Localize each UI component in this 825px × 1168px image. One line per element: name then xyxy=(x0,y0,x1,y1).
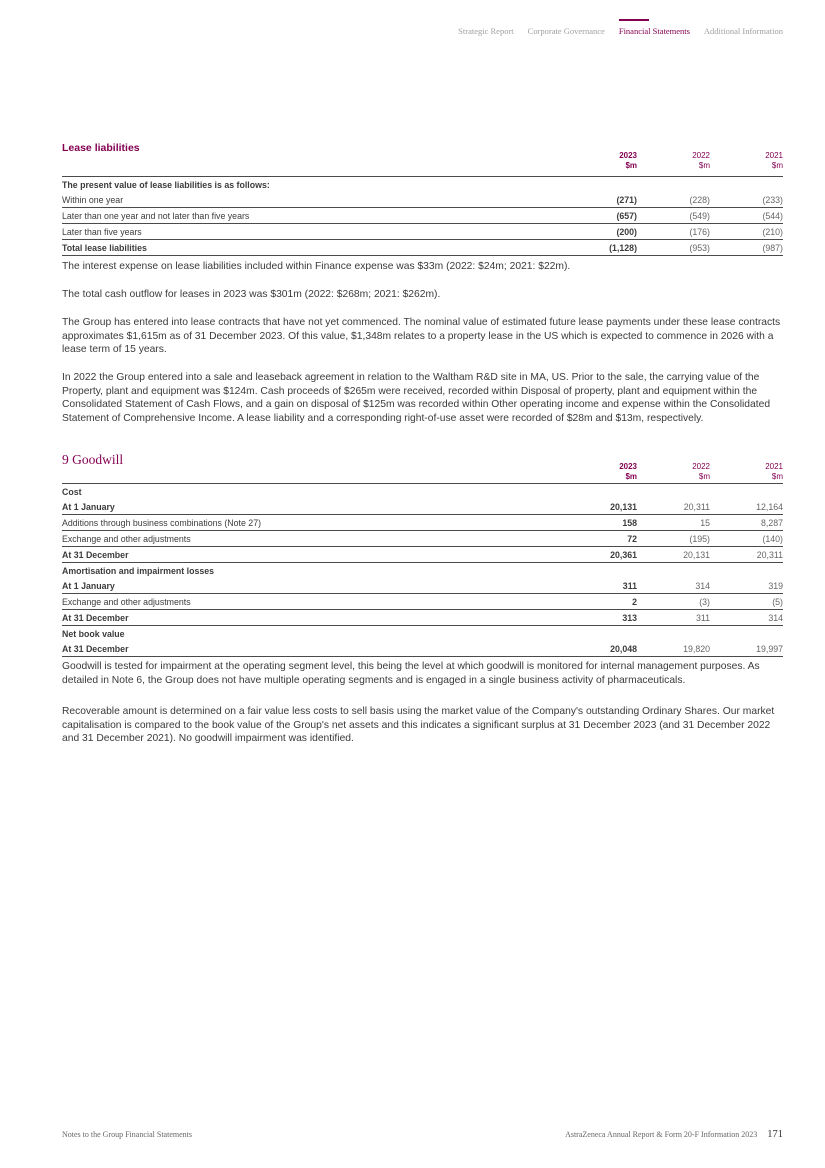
table-row xyxy=(62,484,783,499)
goodwill-paragraph-2: Recoverable amount is determined on a fair value less costs to sell basis using the market value of the Company's outstanding Ordinary Shares. Our market capitalisation is compared to the book value of the Group's net assets and this indicates a significant surplus at 31 December 2023 (and 31 December 2022 and 31 December 2021). No goodwill impairment was identified. xyxy=(62,706,775,745)
goodwill-table-header xyxy=(62,453,783,483)
row-label: At 31 December xyxy=(62,643,129,654)
lease-paragraph-2: The total cash outflow for leases in 2023 was $301m (2022: $268m; 2021: $262m). xyxy=(62,289,441,300)
goodwill-col-2021: 2021 $m xyxy=(765,462,783,481)
lease-table-header xyxy=(62,142,783,176)
row-value: (228) xyxy=(689,194,710,205)
page-number: 171 xyxy=(767,1129,783,1140)
top-navigation xyxy=(458,20,783,36)
goodwill-title: 9 Goodwill xyxy=(62,452,124,467)
table-row xyxy=(62,641,783,657)
row-value: 2 xyxy=(632,596,637,607)
row-label: Total lease liabilities xyxy=(62,242,147,253)
table-row xyxy=(62,563,783,578)
row-label: Cost xyxy=(62,486,82,497)
goodwill-col-2022: 2022 $m xyxy=(692,462,710,481)
row-value: 314 xyxy=(768,612,783,623)
row-value: (987) xyxy=(762,242,783,253)
row-value: (544) xyxy=(762,210,783,221)
lease-col-2021: 2021 $m xyxy=(765,151,783,170)
row-value: 319 xyxy=(768,580,783,591)
row-value: 20,361 xyxy=(610,549,637,560)
row-value: 311 xyxy=(622,580,637,591)
table-row xyxy=(62,531,783,547)
row-value: 8,287 xyxy=(760,517,783,528)
row-label: Additions through business combinations (Note 27) xyxy=(62,517,262,528)
row-value: 158 xyxy=(622,517,637,528)
row-value: 311 xyxy=(695,612,710,623)
row-value: 20,048 xyxy=(610,643,637,654)
row-label: Amortisation and impairment losses xyxy=(62,565,215,576)
table-row xyxy=(62,192,783,208)
table-row xyxy=(62,547,783,563)
goodwill-paragraph-1: Goodwill is tested for impairment at the operating segment level, this being the level at which goodwill is monitored for internal management purposes. As detailed in Note 6, the Group does not have multiple operating segments and is engaged in a single business activity of pharmaceuticals. xyxy=(62,661,760,686)
row-value: (953) xyxy=(689,242,710,253)
goodwill-table xyxy=(62,483,783,657)
row-label: Exchange and other adjustments xyxy=(62,533,191,544)
row-label: At 31 December xyxy=(62,612,129,623)
row-label: Net book value xyxy=(62,628,125,639)
table-row xyxy=(62,594,783,610)
row-value: (3) xyxy=(699,596,710,607)
row-value: 19,997 xyxy=(756,643,783,654)
row-value: (195) xyxy=(689,533,710,544)
row-value: 19,820 xyxy=(683,643,710,654)
row-value: 20,311 xyxy=(683,501,710,512)
goodwill-col-2023: 2023 $m xyxy=(619,462,637,481)
row-value: (140) xyxy=(762,533,783,544)
goodwill-column-headers xyxy=(564,462,783,481)
row-label: At 31 December xyxy=(62,549,129,560)
row-label: Later than one year and not later than five years xyxy=(62,210,250,221)
row-label: Exchange and other adjustments xyxy=(62,596,191,607)
goodwill-section xyxy=(62,453,783,657)
row-value: 313 xyxy=(622,612,637,623)
table-row xyxy=(62,208,783,224)
lease-col-2023: 2023 $m xyxy=(619,151,637,170)
lease-column-headers xyxy=(564,151,783,170)
row-value: 15 xyxy=(700,517,710,528)
row-value: (210) xyxy=(762,226,783,237)
table-row xyxy=(62,240,783,256)
nav-additional-information[interactable]: Additional Information xyxy=(703,26,783,36)
footer-report-title: AstraZeneca Annual Report & Form 20-F Information 2023 xyxy=(565,1130,758,1139)
lease-col-2022: 2022 $m xyxy=(692,151,710,170)
lease-liabilities-section xyxy=(62,142,783,256)
table-row xyxy=(62,515,783,531)
row-value: 20,131 xyxy=(683,549,710,560)
footer-section-name: Notes to the Group Financial Statements xyxy=(62,1130,192,1139)
lease-liabilities-title: Lease liabilities xyxy=(62,142,140,154)
row-value: (271) xyxy=(616,194,637,205)
footer-report-info xyxy=(565,1129,783,1140)
row-value: 72 xyxy=(627,533,637,544)
nav-corporate-governance[interactable]: Corporate Governance xyxy=(527,26,605,36)
row-value: 12,164 xyxy=(756,501,783,512)
row-value: 314 xyxy=(695,580,710,591)
nav-strategic-report[interactable]: Strategic Report xyxy=(458,26,514,36)
lease-paragraph-1: The interest expense on lease liabilities included within Finance expense was $33m (2022: $24m; 2021: $22m). xyxy=(62,261,571,272)
row-value: (549) xyxy=(689,210,710,221)
table-row xyxy=(62,626,783,641)
row-value: (657) xyxy=(616,210,637,221)
lease-liabilities-table xyxy=(62,176,783,256)
row-value: 20,131 xyxy=(610,501,637,512)
table-row xyxy=(62,610,783,626)
lease-paragraph-4: In 2022 the Group entered into a sale and leaseback agreement in relation to the Waltham R&D site in MA, US. Prior to the sale, the carrying value of the Property, plant and equipment was $124m. Cash proceeds of $265m were received, recorded within Disposal of property, plant and equipment within the Consolidated Statement of Cash Flows, and a gain on disposal of $125m was recorded within Other operating income and expense within the Consolidated Statement of Comprehensive Income. A lease liability and a corresponding right-of-use asset were recorded of $28m and $13m, respectively. xyxy=(62,372,771,424)
row-value: (176) xyxy=(689,226,710,237)
row-label: At 1 January xyxy=(62,580,115,591)
lease-paragraph-3: The Group has entered into lease contracts that have not yet commenced. The nominal value of estimated future lease payments under these lease contracts approximates $1,615m as of 31 December 2023. Of this value, $1,348m relates to a property lease in the US which is expected to commence in 2026 with a lease term of 15 years. xyxy=(62,317,781,356)
row-label: Later than five years xyxy=(62,226,142,237)
row-value: (5) xyxy=(772,596,783,607)
table-row xyxy=(62,578,783,594)
table-row xyxy=(62,224,783,240)
row-label: Within one year xyxy=(62,194,124,205)
table-row xyxy=(62,499,783,515)
table-row xyxy=(62,177,783,192)
row-value: 20,311 xyxy=(756,549,783,560)
row-label: The present value of lease liabilities is as follows: xyxy=(62,179,270,190)
nav-financial-statements[interactable]: Financial Statements xyxy=(619,20,690,36)
row-value: (1,128) xyxy=(609,242,637,253)
row-label: At 1 January xyxy=(62,501,115,512)
row-value: (200) xyxy=(616,226,637,237)
row-value: (233) xyxy=(762,194,783,205)
